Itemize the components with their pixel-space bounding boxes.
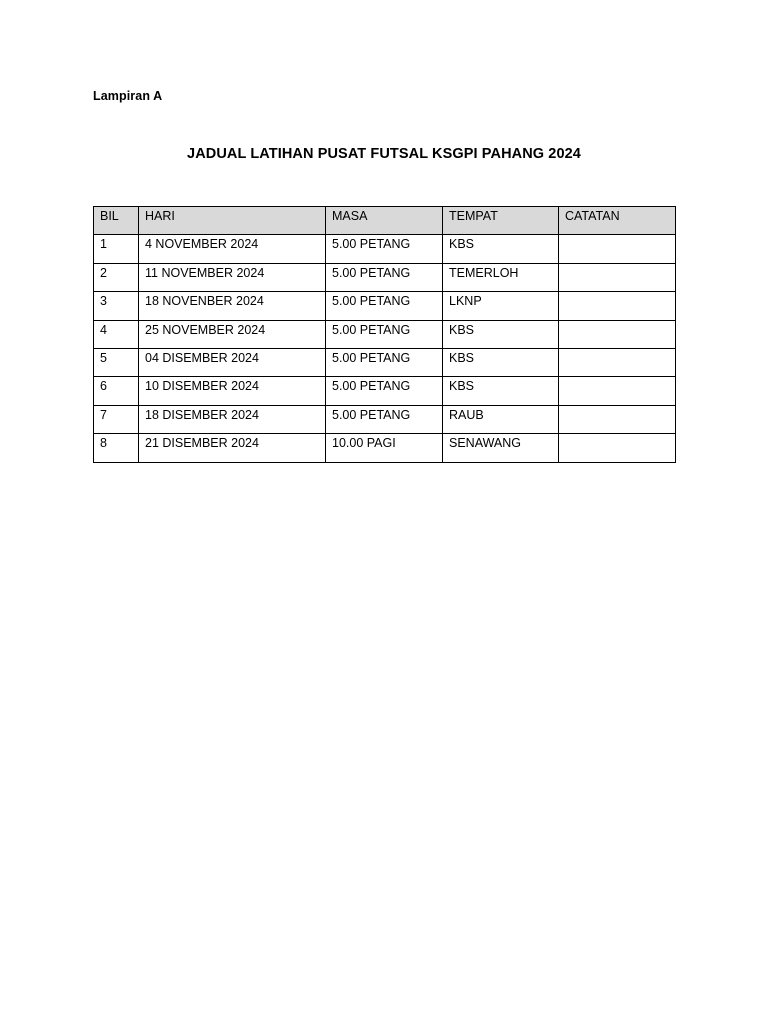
header-catatan: CATATAN <box>559 207 676 235</box>
cell-hari: 11 NOVEMBER 2024 <box>139 263 326 291</box>
cell-bil: 4 <box>94 320 139 348</box>
cell-tempat: KBS <box>443 235 559 263</box>
cell-tempat: TEMERLOH <box>443 263 559 291</box>
cell-hari: 21 DISEMBER 2024 <box>139 434 326 462</box>
header-hari: HARI <box>139 207 326 235</box>
cell-catatan <box>559 292 676 320</box>
header-tempat: TEMPAT <box>443 207 559 235</box>
cell-tempat: LKNP <box>443 292 559 320</box>
table-row <box>94 377 676 405</box>
cell-masa: 5.00 PETANG <box>326 405 443 433</box>
cell-bil: 3 <box>94 292 139 320</box>
cell-masa: 5.00 PETANG <box>326 320 443 348</box>
cell-catatan <box>559 348 676 376</box>
table-header-row <box>94 207 676 235</box>
cell-tempat: KBS <box>443 348 559 376</box>
cell-tempat: KBS <box>443 320 559 348</box>
cell-catatan <box>559 320 676 348</box>
header-bil: BIL <box>94 207 139 235</box>
cell-bil: 8 <box>94 434 139 462</box>
table-row <box>94 292 676 320</box>
cell-bil: 1 <box>94 235 139 263</box>
cell-hari: 25 NOVEMBER 2024 <box>139 320 326 348</box>
cell-catatan <box>559 263 676 291</box>
cell-tempat: RAUB <box>443 405 559 433</box>
cell-tempat: SENAWANG <box>443 434 559 462</box>
cell-masa: 5.00 PETANG <box>326 235 443 263</box>
cell-masa: 5.00 PETANG <box>326 348 443 376</box>
annex-label: Lampiran A <box>93 89 163 103</box>
table-row <box>94 235 676 263</box>
cell-catatan <box>559 377 676 405</box>
cell-bil: 5 <box>94 348 139 376</box>
cell-tempat: KBS <box>443 377 559 405</box>
training-schedule-table <box>93 206 676 463</box>
table-row <box>94 405 676 433</box>
table-row <box>94 434 676 462</box>
cell-bil: 6 <box>94 377 139 405</box>
cell-hari: 4 NOVEMBER 2024 <box>139 235 326 263</box>
cell-masa: 10.00 PAGI <box>326 434 443 462</box>
header-masa: MASA <box>326 207 443 235</box>
cell-catatan <box>559 434 676 462</box>
cell-catatan <box>559 405 676 433</box>
cell-hari: 10 DISEMBER 2024 <box>139 377 326 405</box>
table-row <box>94 320 676 348</box>
table-row <box>94 348 676 376</box>
document-title: JADUAL LATIHAN PUSAT FUTSAL KSGPI PAHANG 2024 <box>187 146 581 162</box>
cell-catatan <box>559 235 676 263</box>
cell-masa: 5.00 PETANG <box>326 263 443 291</box>
table-row <box>94 263 676 291</box>
cell-masa: 5.00 PETANG <box>326 292 443 320</box>
cell-bil: 7 <box>94 405 139 433</box>
cell-hari: 18 NOVENBER 2024 <box>139 292 326 320</box>
cell-hari: 04 DISEMBER 2024 <box>139 348 326 376</box>
cell-hari: 18 DISEMBER 2024 <box>139 405 326 433</box>
cell-masa: 5.00 PETANG <box>326 377 443 405</box>
cell-bil: 2 <box>94 263 139 291</box>
